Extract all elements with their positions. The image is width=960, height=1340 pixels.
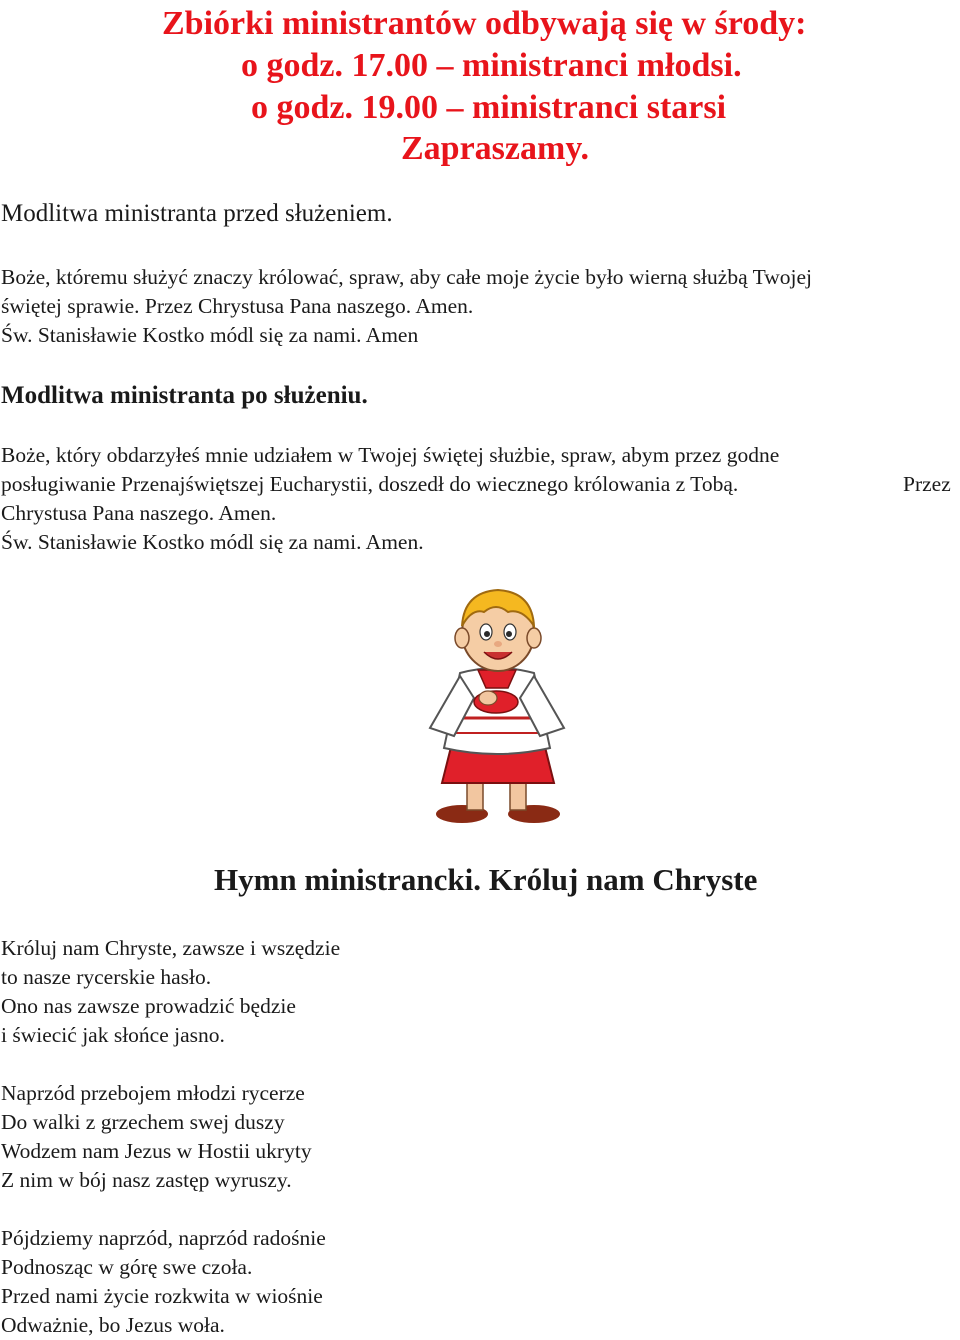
hymn-stanza-3-line-4: Odważnie, bo Jezus woła.	[1, 1313, 225, 1337]
prayer-after-line-2: posługiwanie Przenajświętszej Eucharystii, doszedł do wiecznego królowania z Tobą.	[1, 472, 739, 496]
header-line-2: o godz. 17.00 – ministranci młodsi.	[241, 47, 742, 84]
hymn-stanza-1-line-1: Króluj nam Chryste, zawsze i wszędzie	[1, 936, 341, 960]
altar-boy-illustration	[412, 578, 582, 828]
header-line-3: o godz. 19.00 – ministranci starsi	[251, 89, 727, 126]
hymn-stanza-3-line-3: Przed nami życie rozkwita w wiośnie	[1, 1284, 323, 1308]
prayer-before-title: Modlitwa ministranta przed służeniem.	[1, 200, 393, 227]
prayer-before-line-1: Boże, któremu służyć znaczy królować, spraw, aby całe moje życie było wierną służbą Twojej	[1, 265, 813, 289]
header-line-1: Zbiórki ministrantów odbywają się w środy:	[162, 5, 807, 42]
hymn-stanza-1-line-4: i świecić jak słońce jasno.	[1, 1023, 225, 1047]
hymn-stanza-3-line-2: Podnosząc w górę swe czoła.	[1, 1255, 253, 1279]
prayer-before-line-3: Św. Stanisławie Kostko módl się za nami. Amen	[1, 323, 419, 347]
hymn-stanza-3-line-1: Pójdziemy naprzód, naprzód radośnie	[1, 1226, 326, 1250]
hymn-stanza-2-line-2: Do walki z grzechem swej duszy	[1, 1110, 285, 1134]
prayer-after-line-3: Chrystusa Pana naszego. Amen.	[1, 501, 277, 525]
hymn-title: Hymn ministrancki. Króluj nam Chryste	[214, 862, 758, 897]
hymn-stanza-2-line-4: Z nim w bój nasz zastęp wyruszy.	[1, 1168, 292, 1192]
prayer-after-line-1: Boże, który obdarzyłeś mnie udziałem w Twojej świętej służbie, spraw, abym przez godne	[1, 443, 780, 467]
hymn-stanza-1-line-2: to nasze rycerskie hasło.	[1, 965, 212, 989]
hymn-stanza-2-line-1: Naprzód przebojem młodzi rycerze	[1, 1081, 305, 1105]
prayer-after-title: Modlitwa ministranta po służeniu.	[1, 382, 368, 409]
prayer-after-line-2-end: Przez	[903, 472, 951, 496]
prayer-after-line-4: Św. Stanisławie Kostko módl się za nami. Amen.	[1, 530, 424, 554]
hymn-stanza-2-line-3: Wodzem nam Jezus w Hostii ukryty	[1, 1139, 312, 1163]
prayer-before-line-2: świętej sprawie. Przez Chrystusa Pana naszego. Amen.	[1, 294, 474, 318]
hymn-stanza-1-line-3: Ono nas zawsze prowadzić będzie	[1, 994, 296, 1018]
header-line-4: Zapraszamy.	[401, 130, 589, 167]
